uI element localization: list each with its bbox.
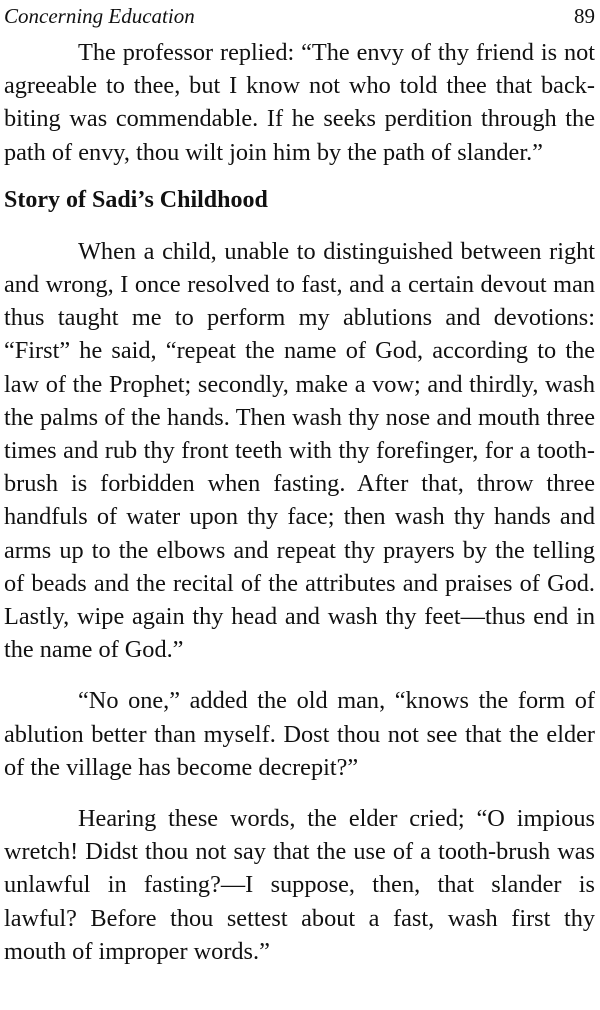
paragraph-childhood-story: When a child, unable to distinguished between right and wrong, I once resolved to fast, and a certain devout man thus taught me to perform my ablutions and devotions: “First” he said, “repeat the name of God, according to the law of the Prophet; secondly, make a vow; and thirdly, wash the palms of the hands. Then wash thy nose and mouth three times and rub thy front teeth with thy forefinger, for a tooth-brush is forbidden when fasting. After that, throw three handfuls of water upon thy face; then wash thy hands and arms up to the elbows and repeat thy prayers by the telling of beads and the recital of the attributes and praises of God. Lastly, wipe again thy head and wash thy feet—thus end in the name of God.”: [4, 237, 595, 664]
paragraph-spacer: [4, 784, 595, 802]
section-heading: Story of Sadi’s Childhood: [4, 186, 268, 213]
paragraph-old-man: “No one,” added the old man, “knows the form of ablution better than myself. Dost thou not see that the elder of the village has become decrepit?”: [4, 687, 595, 781]
paragraph-elder-reply: Hearing these words, the elder cried; “O impious wretch! Didst thou not say that the use of a tooth-brush was unlawful in fasting?—I suppose, then, that slander is lawful? Before thou settest about a fast, wash first thy mouth of improper words.”: [4, 805, 595, 965]
paragraph-professor-reply: The professor replied: “The envy of thy friend is not agreeable to thee, but I know not who told thee that back-biting was commendable. If he seeks perdition through the path of envy, thou wilt join him by the path of slander.”: [4, 39, 595, 166]
paragraph-spacer: [4, 666, 595, 684]
running-title: Concerning Education: [4, 4, 195, 28]
running-header: [4, 3, 595, 29]
page-number: 89: [574, 4, 595, 28]
body-text: [4, 36, 595, 968]
